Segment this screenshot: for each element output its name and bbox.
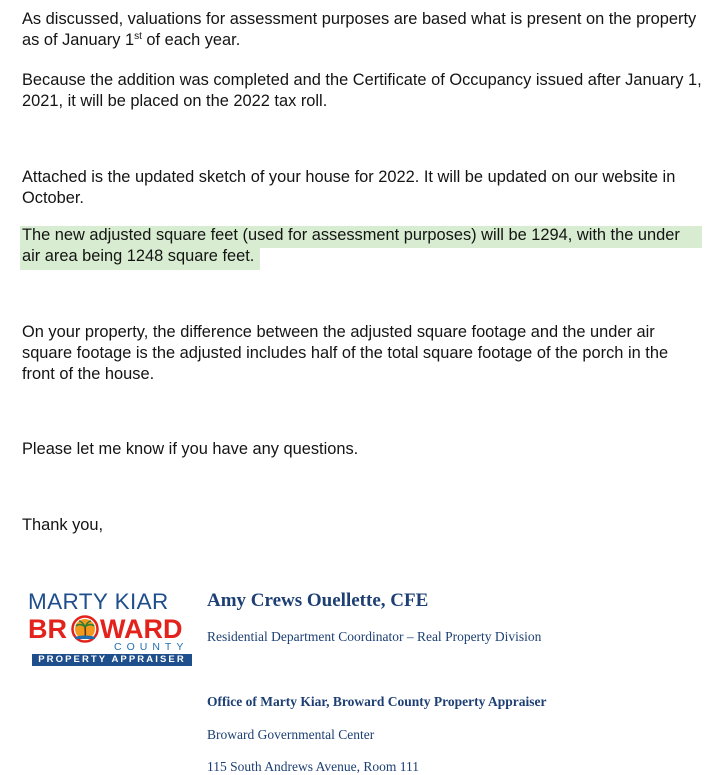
paragraph-addition: Because the addition was completed and the Certificate of Occupancy issued after January 1, 2021, it will be placed on the 2022 tax roll. xyxy=(22,71,702,110)
signature-center: Broward Governmental Center xyxy=(207,727,375,742)
signature-title: Residential Department Coordinator – Real Property Division xyxy=(207,629,542,644)
paragraph-valuation-basis: As discussed, valuations for assessment purposes are based what is present on the property as of January 1st of each year. xyxy=(22,10,697,49)
paragraph-porch-difference: On your property, the difference between the adjusted square footage and the under air square footage is the adjusted includes half of the total square footage of the porch in the front of the house. xyxy=(22,323,669,383)
logo-county: COUNTY xyxy=(114,641,189,653)
logo-property-appraiser-bar: PROPERTY APPRAISER xyxy=(32,654,192,666)
logo-broward: BR WARD xyxy=(28,614,183,644)
logo-marty-kiar: MARTY KIAR xyxy=(28,589,169,614)
signature-office: Office of Marty Kiar, Broward County Property Appraiser xyxy=(207,694,547,709)
broward-property-appraiser-logo xyxy=(28,589,194,667)
paragraph-questions: Please let me know if you have any questions. xyxy=(22,440,359,458)
signature-name: Amy Crews Ouellette, CFE xyxy=(207,590,429,611)
signature-address: 115 South Andrews Avenue, Room 111 xyxy=(207,759,419,774)
paragraph-attached-sketch: Attached is the updated sketch of your house for 2022. It will be updated on our website in October. xyxy=(22,168,676,207)
paragraph-adjusted-square-feet: The new adjusted square feet (used for assessment purposes) will be 1294, with the under air area being 1248 square feet. xyxy=(22,226,680,265)
palm-sun-icon xyxy=(70,615,100,643)
closing: Thank you, xyxy=(22,516,104,534)
